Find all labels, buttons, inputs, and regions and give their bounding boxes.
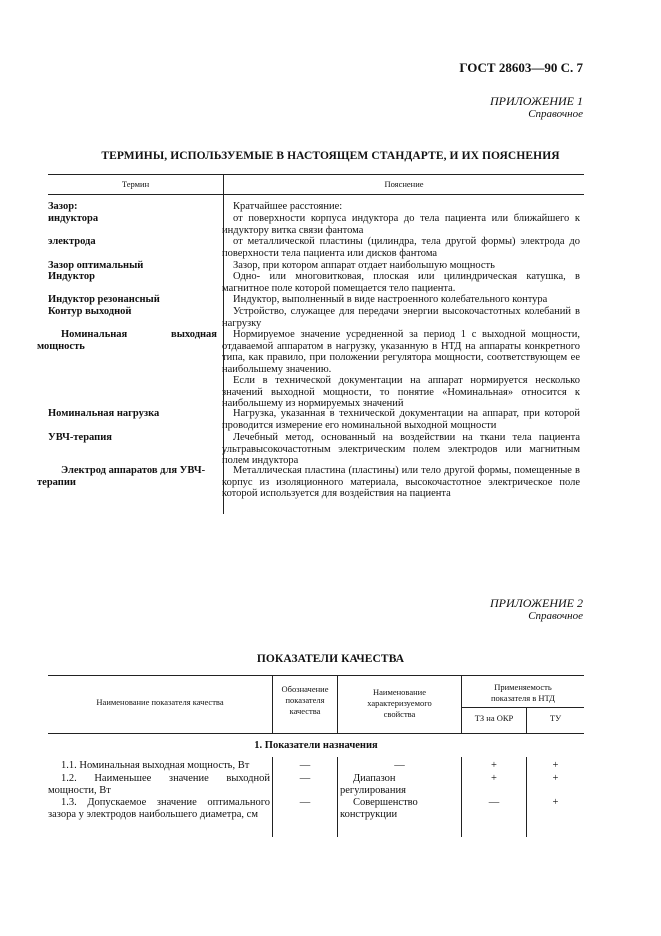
col-explanation-header: Пояснение — [384, 179, 424, 189]
explanation-cell: от металлической пластины (цилиндра, тела другой формы) электрода до поверхности тела пациента или дисков фантома — [222, 236, 580, 259]
term-cell: Индуктор — [48, 271, 95, 282]
col-tu-header: ТУ — [549, 713, 562, 723]
appendix-1-kind: Справочное — [528, 108, 583, 120]
table-header-rule — [48, 733, 584, 734]
document-code: ГОСТ 28603—90 С. 7 — [459, 60, 583, 75]
explanation-cell: Индуктор, выполненный в виде настроенного колебательного контура — [233, 294, 548, 305]
explanation-cell: Нагрузка, указанная в технической документации на аппарат, при которой проводится измерение его номинальной выходной мощности — [222, 408, 580, 431]
quality-property-cell: Диапазон регулирования — [340, 773, 406, 796]
quality-tz-cell: — — [488, 797, 500, 808]
explanation-cell: Одно- или многовитковая, плоская или цилиндрическая катушка, в магнитное поле которой помещается тело пациента. — [222, 271, 580, 294]
col-term-header: Термин — [121, 179, 150, 189]
explanation-cell: Устройство, служащее для передачи энергии высокочастотных колебаний в нагрузку — [222, 306, 580, 329]
col-tz-header: ТЗ на ОКР — [474, 713, 514, 723]
quality-tu-cell: + — [552, 760, 559, 771]
quality-tu-cell: + — [552, 773, 559, 784]
quality-symbol-cell: — — [299, 760, 311, 771]
term-cell: индуктора — [48, 213, 99, 224]
subheader-rule — [461, 707, 584, 708]
appendix-1-title: ТЕРМИНЫ, ИСПОЛЬЗУЕМЫЕ В НАСТОЯЩЕМ СТАНДАРТЕ, И ИХ ПОЯСНЕНИЯ — [101, 150, 560, 162]
quality-name-cell: 1.1. Номинальная выходная мощность, Вт — [61, 760, 250, 771]
col-symbol-header: Обозначение показателя качества — [281, 684, 329, 716]
explanation-cell: Кратчайшее расстояние: — [233, 201, 343, 212]
quality-symbol-cell: — — [299, 797, 311, 808]
col-property-header: Наименование характеризуемого свойства — [367, 687, 432, 719]
quality-symbol-cell: — — [299, 773, 311, 784]
explanation-cell: Зазор, при котором аппарат отдает наибольшую мощность — [233, 260, 495, 271]
term-cell: Зазор оптимальный — [48, 260, 144, 271]
explanation-cell: Лечебный метод, основанный на воздействии на ткани тела пациента ультравысокочастотным электрическим полем электродов или магнитным полем индуктора — [222, 432, 580, 466]
table-top-rule — [48, 174, 584, 175]
col-name-header: Наименование показателя качества — [96, 697, 224, 707]
quality-tz-cell: + — [491, 773, 497, 784]
col-applicability-header: Применяемость показателя в НТД — [491, 682, 555, 703]
appendix-2-kind: Справочное — [528, 610, 583, 622]
table-top-rule — [48, 675, 584, 676]
term-cell: электрода — [48, 236, 96, 247]
explanation-cell: Если в технической документации на аппарат нормируется несколько значений выходной мощности, то понятие «Номинальная» относится к наибольшему из нормируемых значений — [222, 375, 580, 409]
term-cell: Индуктор резонансный — [48, 294, 160, 305]
term-cell: Номинальная выходная мощность — [37, 329, 217, 352]
quality-name-cell: 1.3. Допускаемое значение оптимального зазора у электродов наибольшего диаметра, см — [48, 797, 270, 820]
appendix-2-title: ПОКАЗАТЕЛИ КАЧЕСТВА — [256, 653, 405, 665]
term-cell: УВЧ-терапия — [48, 432, 112, 443]
appendix-1-label: ПРИЛОЖЕНИЕ 1 — [490, 94, 583, 108]
explanation-cell: Нормируемое значение усредненной за период 1 с выходной мощности, отдаваемой аппаратом в нагрузку, указанную в НТД на аппараты конкретного типа, как правило, при положении регулятора мощности, соответствующем ее наибольшему значению. — [222, 329, 580, 375]
quality-tz-cell: + — [491, 760, 497, 771]
quality-tu-cell: + — [552, 797, 559, 808]
quality-property-cell: — — [394, 760, 405, 771]
term-cell: Контур выходной — [48, 306, 132, 317]
appendix-1-heading — [490, 95, 583, 121]
quality-property-cell: Совершенство конструкции — [340, 797, 418, 820]
section-heading: 1. Показатели назначения — [254, 740, 378, 751]
quality-name-cell: 1.2. Наименьшее значение выходной мощности, Вт — [48, 773, 270, 796]
table-header-rule — [48, 194, 584, 195]
appendix-2-heading — [490, 597, 583, 623]
explanation-cell: от поверхности корпуса индуктора до тела пациента или ближайшего к индуктору витка связи фантома — [222, 213, 580, 236]
explanation-cell: Металлическая пластина (пластины) или тело другой формы, помещенные в корпус из изоляционного материала, высокочастотное электрическое поле которой используется для воздействия на пациента — [222, 465, 580, 499]
term-cell: Зазор: — [48, 201, 78, 212]
term-cell: Электрод аппаратов для УВЧ-терапии — [37, 465, 206, 488]
term-cell: Номинальная нагрузка — [48, 408, 160, 419]
appendix-2-label: ПРИЛОЖЕНИЕ 2 — [490, 596, 583, 610]
